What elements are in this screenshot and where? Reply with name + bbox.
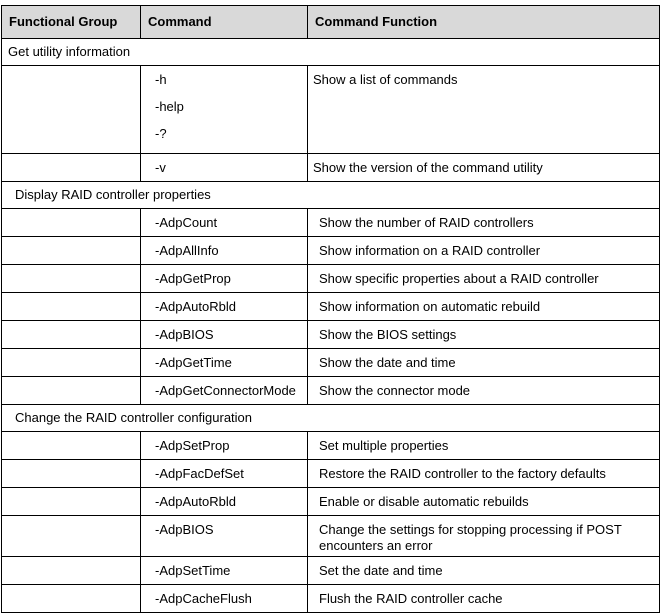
table-row [2, 321, 660, 349]
command-table [1, 5, 660, 613]
group-spacer-cell [2, 209, 141, 237]
group-spacer-cell [2, 265, 141, 293]
table-row [2, 557, 660, 585]
function-cell: Restore the RAID controller to the factory defaults [308, 460, 660, 488]
command-cell: -AdpFacDefSet [141, 460, 308, 488]
table-row [2, 265, 660, 293]
table-row [2, 349, 660, 377]
group-name: Change the RAID controller configuration [2, 405, 660, 432]
group-spacer-cell [2, 349, 141, 377]
table-row [2, 432, 660, 460]
table-row [2, 460, 660, 488]
command-cell: -AdpGetConnectorMode [141, 377, 308, 405]
table-row [2, 377, 660, 405]
group-name: Display RAID controller properties [2, 182, 660, 209]
command-cell: -AdpBIOS [141, 321, 308, 349]
command-cell: -AdpAutoRbld [141, 293, 308, 321]
function-cell: Set multiple properties [308, 432, 660, 460]
function-cell: Show the date and time [308, 349, 660, 377]
command-cell: -AdpCacheFlush [141, 585, 308, 613]
command-text: -h [155, 72, 167, 87]
group-spacer-cell [2, 321, 141, 349]
function-cell: Show the BIOS settings [308, 321, 660, 349]
command-text: -? [155, 126, 167, 141]
group-spacer-cell [2, 432, 141, 460]
group-spacer-cell [2, 154, 141, 182]
command-cell: -AdpAllInfo [141, 237, 308, 265]
function-cell: Show the number of RAID controllers [308, 209, 660, 237]
command-cell [141, 66, 308, 154]
function-cell: Flush the RAID controller cache [308, 585, 660, 613]
group-row [2, 182, 660, 209]
header-functional-group: Functional Group [2, 6, 141, 39]
group-name: Get utility information [2, 39, 660, 66]
command-cell: -AdpBIOS [141, 516, 308, 557]
group-row [2, 405, 660, 432]
function-cell: Show a list of commands [308, 66, 660, 154]
group-spacer-cell [2, 585, 141, 613]
function-cell: Show information on automatic rebuild [308, 293, 660, 321]
table-row [2, 516, 660, 557]
header-command-function: Command Function [308, 6, 660, 39]
function-cell: Show the version of the command utility [308, 154, 660, 182]
function-cell: Enable or disable automatic rebuilds [308, 488, 660, 516]
group-spacer-cell [2, 237, 141, 265]
function-cell: Set the date and time [308, 557, 660, 585]
group-row [2, 39, 660, 66]
table-row [2, 66, 660, 154]
function-cell: Show specific properties about a RAID controller [308, 265, 660, 293]
table-row [2, 209, 660, 237]
command-cell: -AdpGetTime [141, 349, 308, 377]
group-spacer-cell [2, 557, 141, 585]
table-header-row [2, 6, 660, 39]
table-row [2, 293, 660, 321]
function-cell: Change the settings for stopping processing if POST encounters an error [308, 516, 660, 557]
command-cell: -v [141, 154, 308, 182]
command-cell: -AdpCount [141, 209, 308, 237]
group-spacer-cell [2, 460, 141, 488]
group-spacer-cell [2, 488, 141, 516]
command-cell: -AdpGetProp [141, 265, 308, 293]
command-cell: -AdpAutoRbld [141, 488, 308, 516]
table-row [2, 154, 660, 182]
command-cell: -AdpSetProp [141, 432, 308, 460]
header-command: Command [141, 6, 308, 39]
function-cell: Show the connector mode [308, 377, 660, 405]
group-spacer-cell [2, 293, 141, 321]
command-cell: -AdpSetTime [141, 557, 308, 585]
group-spacer-cell [2, 66, 141, 154]
table-row [2, 237, 660, 265]
group-spacer-cell [2, 516, 141, 557]
command-text: -help [155, 99, 184, 114]
group-spacer-cell [2, 377, 141, 405]
function-cell: Show information on a RAID controller [308, 237, 660, 265]
table-row [2, 585, 660, 613]
table-row [2, 488, 660, 516]
